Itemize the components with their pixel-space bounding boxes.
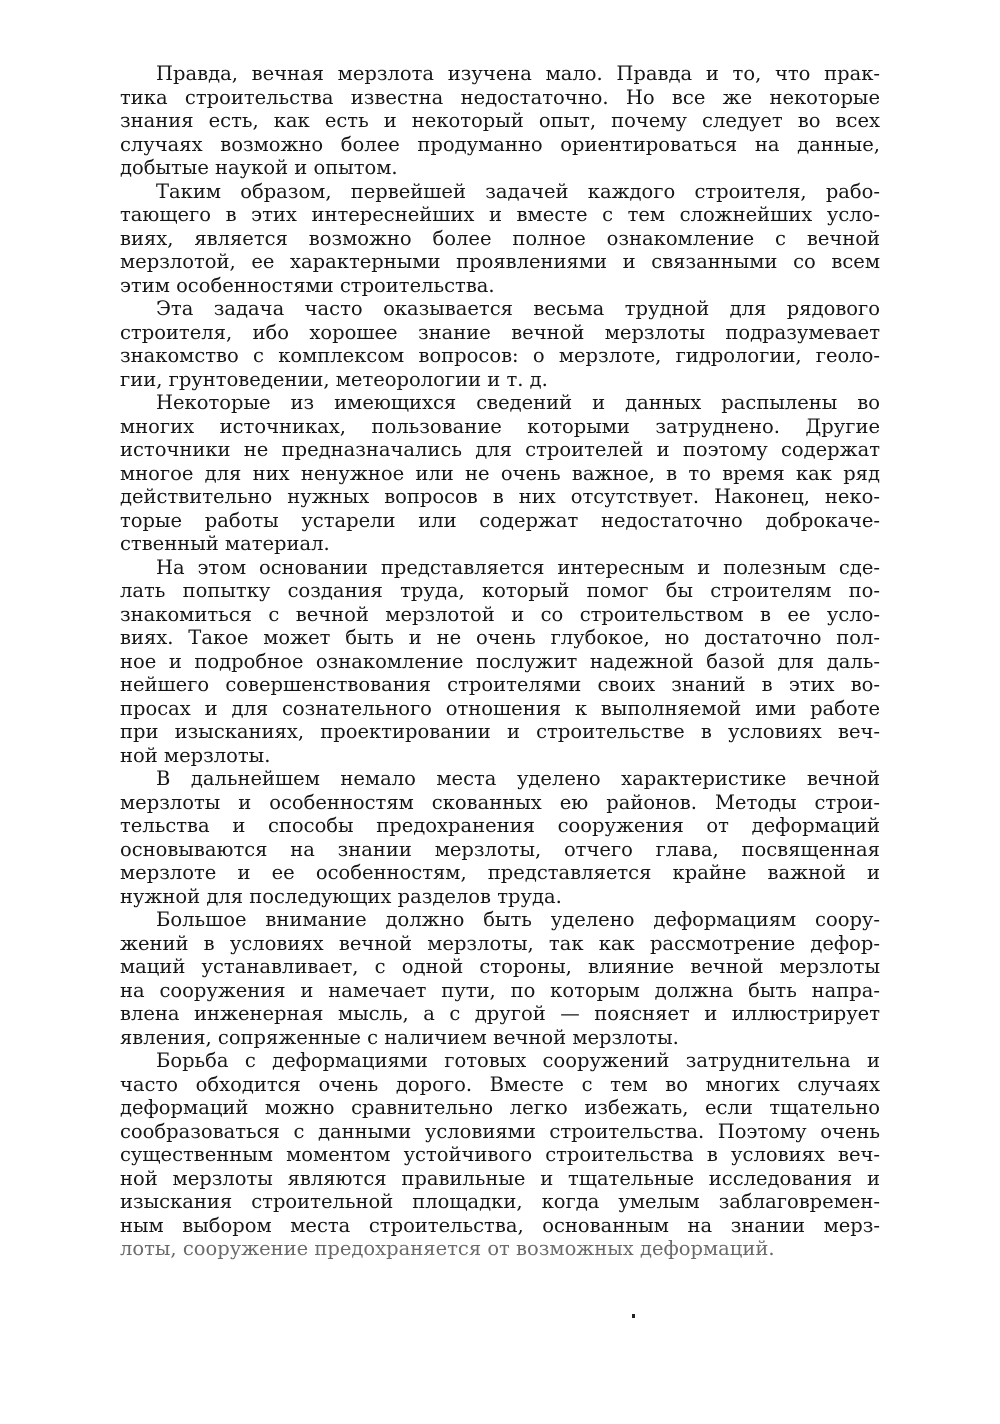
text-line: На этом основании представляется интересным и полезным сде- [156, 555, 880, 579]
paragraph [120, 62, 880, 180]
text-line: источники не предназначались для строителей и поэтому содержат [120, 438, 880, 461]
text-line: знакомство с комплексом вопросов: о мерзлоте, гидрологии, геоло- [120, 344, 880, 367]
text-line: виях, является возможно более полное ознакомление с вечной [120, 226, 880, 250]
text-line: маций устанавливает, с одной стороны, влияние вечной мерзлоты [120, 955, 880, 978]
text-line: Некоторые из имеющихся сведений и данных распылены во [156, 391, 880, 414]
text-line: мерзлотой, ее характерными проявлениями и связанными со всем [120, 250, 880, 273]
text-line: ное и подробное ознакомление послужит надежной базой для даль- [120, 649, 880, 673]
text-line: случаях возможно более продуманно ориентироваться на данные, [120, 132, 880, 156]
text-line: строителя, ибо хорошее знание вечной мерзлоты подразумевает [120, 320, 880, 344]
text-line: ной мерзлоты являются правильные и тщательные исследования и [120, 1166, 880, 1190]
print-speck [632, 1314, 635, 1318]
text-line: просах и для сознательного отношения к выполняемой ими работе [120, 696, 880, 720]
text-line: торые работы устарели или содержат недостаточно доброкаче- [120, 508, 880, 532]
text-line: часто обходится очень дорого. Вместе с тем во многих случаях [120, 1072, 880, 1096]
text-line: деформаций можно сравнительно легко избежать, если тщательно [120, 1096, 880, 1119]
text-line: Правда, вечная мерзлота изучена мало. Правда и то, что прак- [156, 62, 880, 85]
text-line: ственный материал. [120, 532, 330, 555]
text-line: при изысканиях, проектировании и строительстве в условиях веч- [120, 720, 880, 743]
text-line: существенным моментом устойчивого строительства в условиях веч- [120, 1143, 880, 1166]
text-line: ным выбором места строительства, основанным на знании мерз- [120, 1213, 880, 1237]
text-line: нейшего совершенствования строителями своих знаний в этих во- [120, 673, 880, 696]
text-line: лоты, сооружение предохраняется от возможных деформаций. [120, 1237, 775, 1260]
text-line: многое для них ненужное или не очень важное, в то время как ряд [120, 461, 880, 485]
text-line: добытые наукой и опытом. [120, 156, 398, 179]
text-line: явления, сопряженные с наличием вечной мерзлоты. [120, 1025, 679, 1049]
text-line: многих источниках, пользование которыми затруднено. Другие [120, 414, 880, 438]
text-line: жений в условиях вечной мерзлоты, так как рассмотрение дефор- [120, 931, 880, 955]
paragraph [120, 391, 880, 556]
text-line: на сооружения и намечает пути, по которым должна быть напра- [120, 978, 880, 1002]
text-line: знания есть, как есть и некоторый опыт, почему следует во всех [120, 109, 880, 132]
paragraph [120, 180, 880, 298]
text-line: гии, грунтоведении, метеорологии и т. д. [120, 367, 548, 391]
paragraph [120, 908, 880, 1049]
text-line: изыскания строительной площадки, когда умелым заблаговремен- [120, 1190, 880, 1213]
text-line: Борьба с деформациями готовых сооружений затруднительна и [156, 1049, 880, 1072]
text-line: мерзлоты и особенностям скованных ею районов. Методы строи- [120, 790, 880, 814]
body-text [120, 62, 880, 1261]
text-line: Большое внимание должно быть уделено деформациям соору- [156, 908, 880, 931]
text-line: этим особенностями строительства. [120, 273, 495, 297]
text-line: Эта задача часто оказывается весьма трудной для рядового [156, 297, 880, 320]
paragraph [120, 297, 880, 391]
text-line: тика строительства известна недостаточно. Но все же некоторые [120, 85, 880, 109]
text-line: В дальнейшем немало места уделено характеристике вечной [156, 767, 880, 790]
text-line: нужной для последующих разделов труда. [120, 884, 562, 908]
text-line: лать попытку создания труда, который помог бы строителям по- [120, 579, 880, 602]
paragraph [120, 1049, 880, 1261]
paragraph [120, 556, 880, 768]
text-line: тельства и способы предохранения сооружения от деформаций [120, 814, 880, 837]
text-line: мерзлоте и ее особенностям, представляется крайне важной и [120, 861, 880, 884]
text-line: тающего в этих интереснейших и вместе с тем сложнейших усло- [120, 203, 880, 226]
text-line: основываются на знании мерзлоты, отчего глава, посвященная [120, 837, 880, 861]
text-line: влена инженерная мысль, а с другой — поясняет и иллюстрирует [120, 1002, 880, 1025]
text-line: ной мерзлоты. [120, 743, 271, 767]
text-line: виях. Такое может быть и не очень глубокое, но достаточно пол- [120, 626, 880, 649]
text-line: действительно нужных вопросов в них отсутствует. Наконец, неко- [120, 485, 880, 508]
text-line: Таким образом, первейшей задачей каждого строителя, рабо- [156, 179, 880, 203]
text-line: знакомиться с вечной мерзлотой и со строительством в ее усло- [120, 602, 880, 626]
paragraph [120, 767, 880, 908]
text-line: сообразоваться с данными условиями строительства. Поэтому очень [120, 1119, 880, 1143]
